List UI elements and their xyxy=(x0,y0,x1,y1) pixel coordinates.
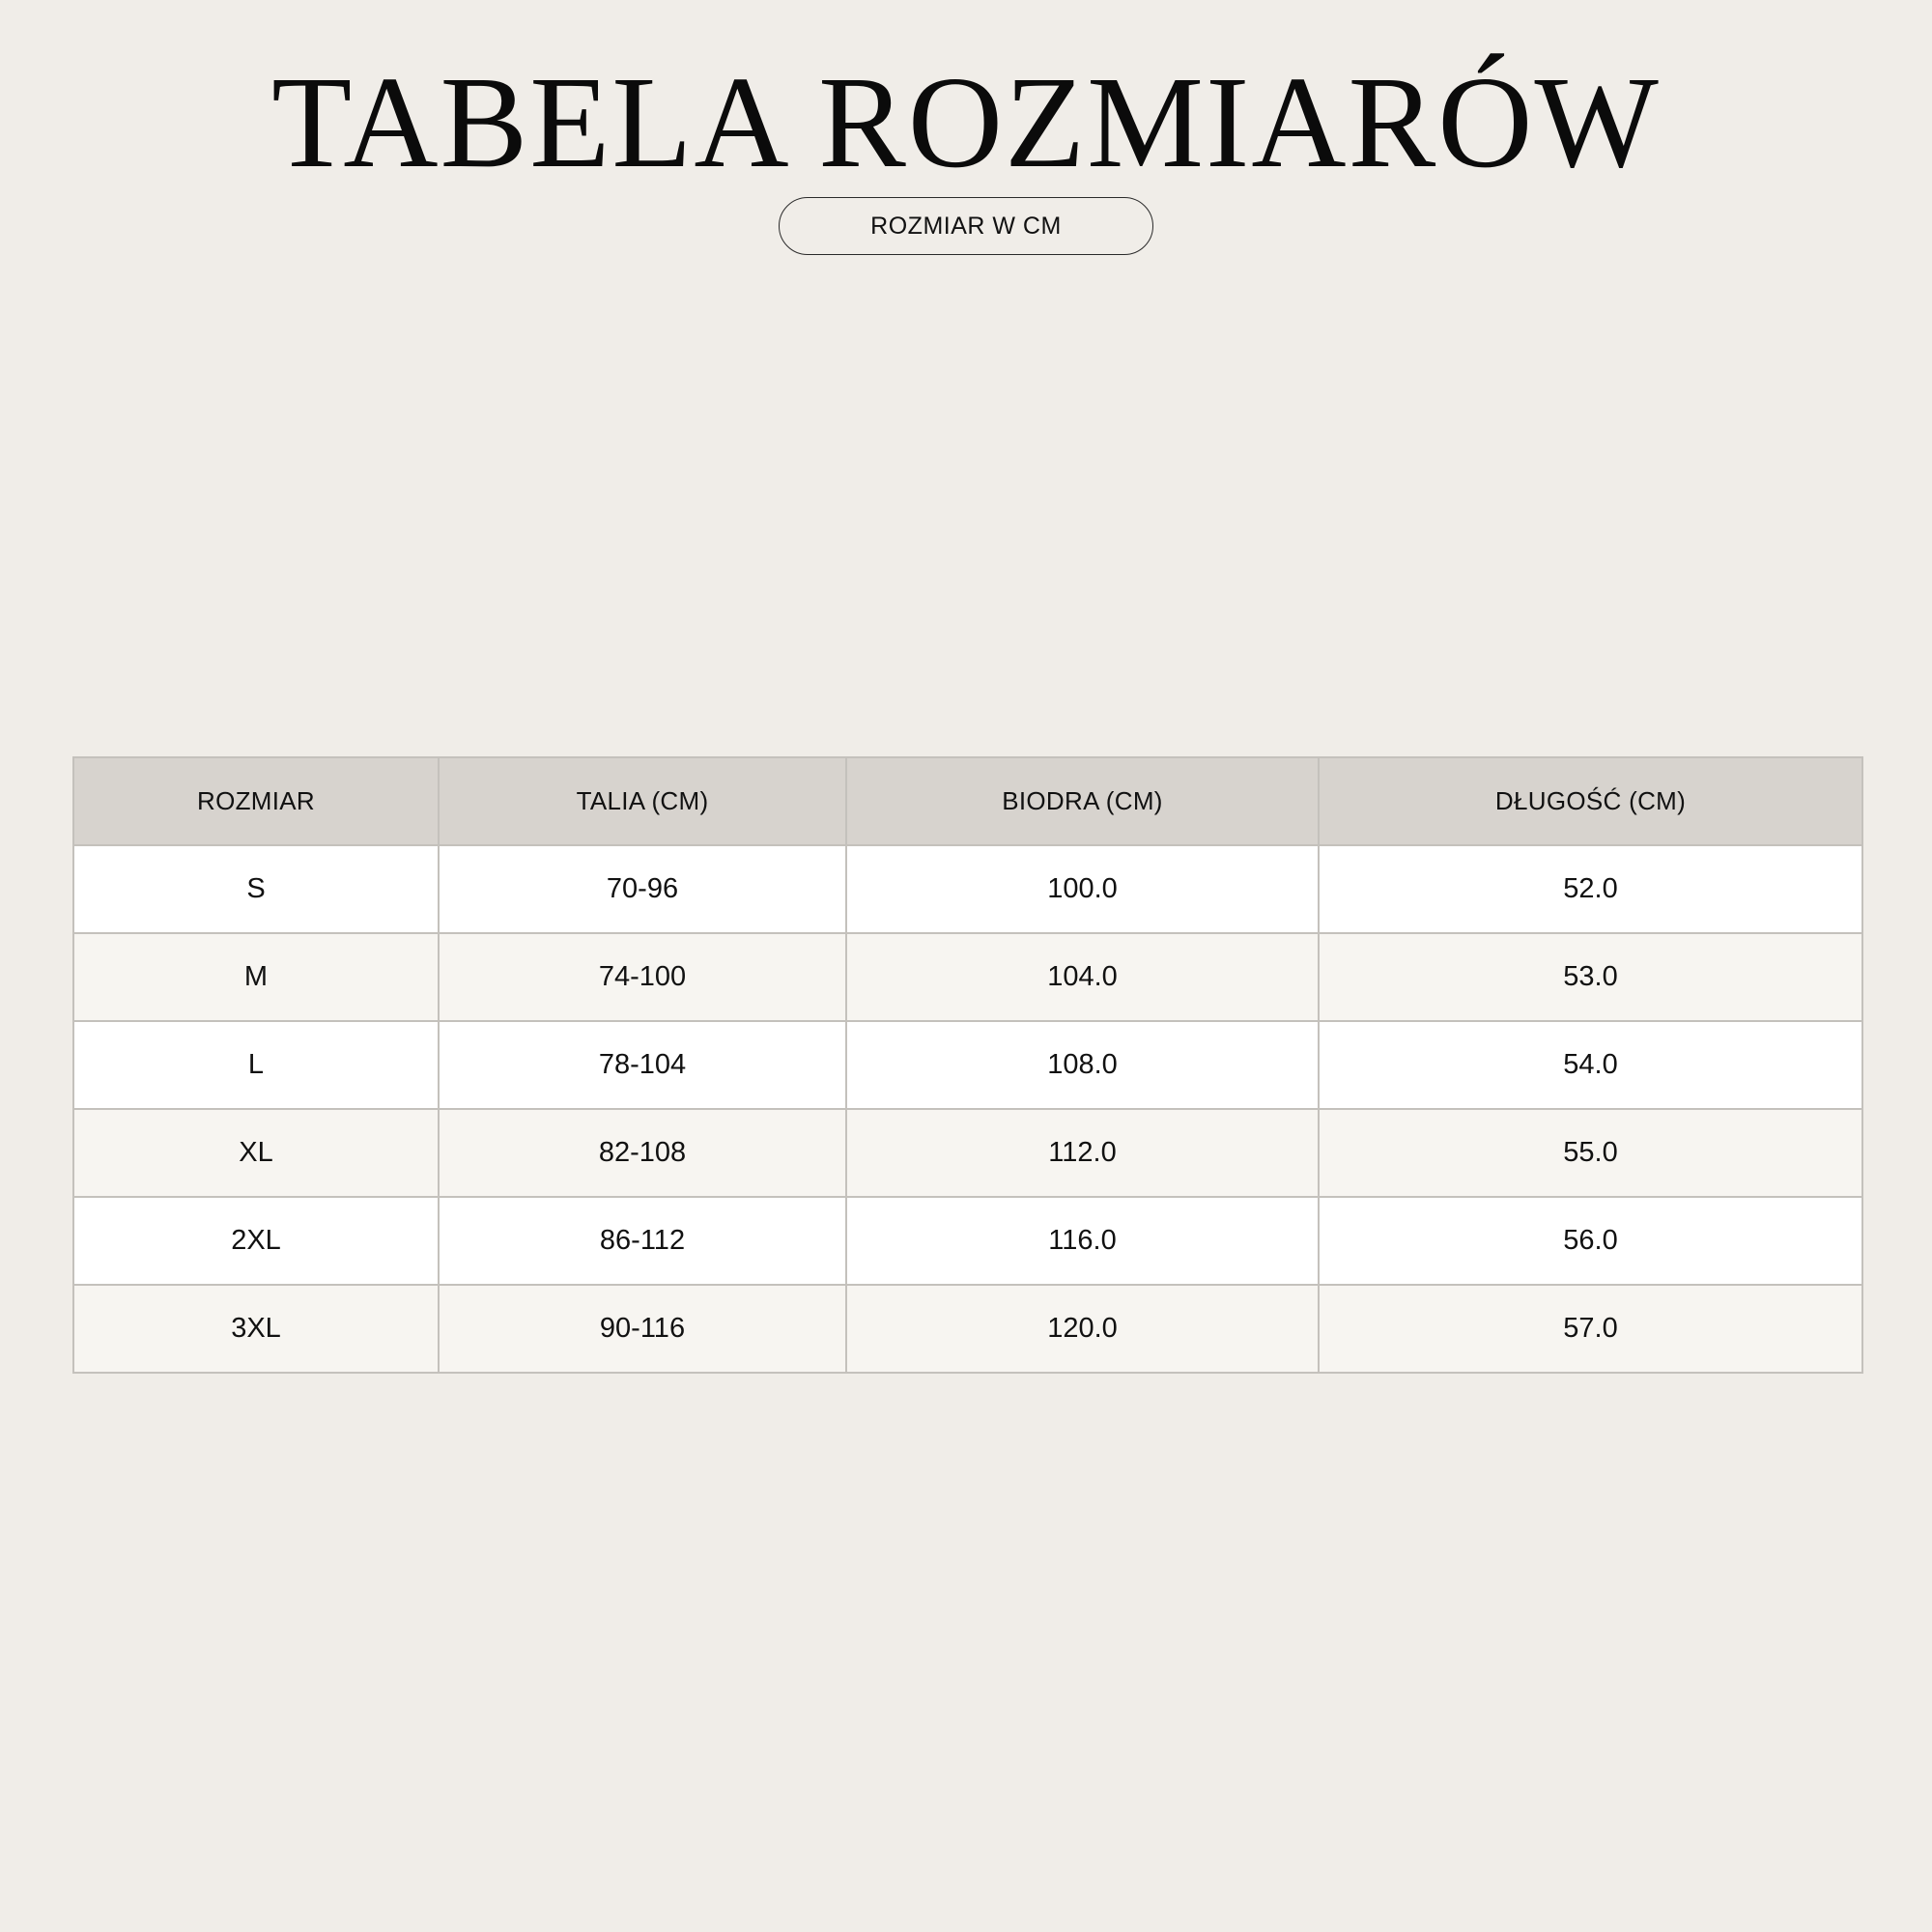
cell-length: 54.0 xyxy=(1319,1021,1862,1109)
cell-hips: 104.0 xyxy=(846,933,1319,1021)
table-row xyxy=(73,1197,1862,1285)
cell-hips: 100.0 xyxy=(846,845,1319,933)
table-row xyxy=(73,1021,1862,1109)
cell-length: 52.0 xyxy=(1319,845,1862,933)
cell-waist: 74-100 xyxy=(439,933,846,1021)
cell-length: 55.0 xyxy=(1319,1109,1862,1197)
column-header-size: ROZMIAR xyxy=(73,757,439,845)
cell-length: 57.0 xyxy=(1319,1285,1862,1373)
column-header-hips: BIODRA (CM) xyxy=(846,757,1319,845)
cell-hips: 120.0 xyxy=(846,1285,1319,1373)
cell-hips: 116.0 xyxy=(846,1197,1319,1285)
cell-size: S xyxy=(73,845,439,933)
table-header-row xyxy=(73,757,1862,845)
column-header-length: DŁUGOŚĆ (CM) xyxy=(1319,757,1862,845)
table-row xyxy=(73,1109,1862,1197)
cell-hips: 108.0 xyxy=(846,1021,1319,1109)
cell-waist: 86-112 xyxy=(439,1197,846,1285)
cell-waist: 90-116 xyxy=(439,1285,846,1373)
table-row xyxy=(73,933,1862,1021)
page-title: TABELA ROZMIARÓW xyxy=(271,50,1661,195)
column-header-waist: TALIA (CM) xyxy=(439,757,846,845)
cell-size: 2XL xyxy=(73,1197,439,1285)
table-row xyxy=(73,1285,1862,1373)
cell-hips: 112.0 xyxy=(846,1109,1319,1197)
cell-size: XL xyxy=(73,1109,439,1197)
cell-length: 56.0 xyxy=(1319,1197,1862,1285)
cell-size: 3XL xyxy=(73,1285,439,1373)
table-row xyxy=(73,845,1862,933)
size-table xyxy=(72,756,1863,1374)
cell-waist: 70-96 xyxy=(439,845,846,933)
unit-badge: ROZMIAR W CM xyxy=(779,197,1153,255)
cell-size: M xyxy=(73,933,439,1021)
cell-size: L xyxy=(73,1021,439,1109)
cell-waist: 78-104 xyxy=(439,1021,846,1109)
cell-length: 53.0 xyxy=(1319,933,1862,1021)
cell-waist: 82-108 xyxy=(439,1109,846,1197)
